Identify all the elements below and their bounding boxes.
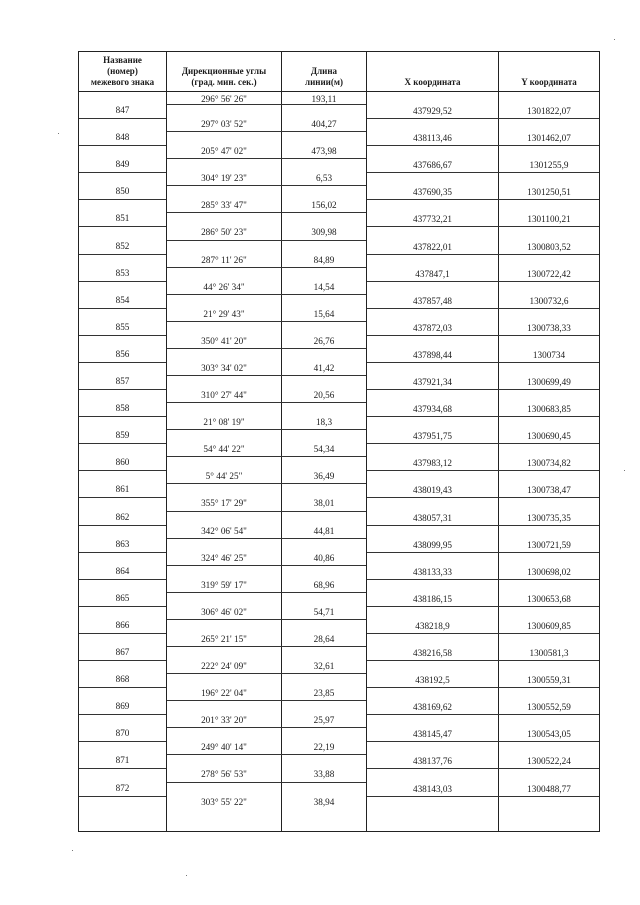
segment-length: 36,49: [313, 471, 335, 482]
point-name: 867: [115, 647, 130, 657]
segment-length: 84,89: [313, 254, 335, 265]
first-segment-length: 193,11: [311, 94, 337, 104]
point-name: 861: [115, 484, 130, 495]
row-rule: [367, 470, 599, 471]
segment-length: 20,56: [313, 390, 335, 400]
segment-rule: [167, 104, 366, 105]
row-rule: [79, 606, 166, 607]
point-x: 438137,76: [412, 756, 453, 767]
point-name: 872: [115, 782, 130, 793]
row-rule: [79, 714, 166, 715]
segment-length: 41,42: [313, 362, 335, 373]
point-name: 860: [115, 457, 130, 468]
point-y: 1300559,31: [527, 675, 571, 686]
header-text: Длина: [310, 66, 338, 76]
row-rule: [367, 281, 599, 282]
point-x: 437686,67: [412, 160, 453, 171]
row-rule: [367, 199, 599, 200]
row-rule: [367, 606, 599, 607]
row-rule: [79, 172, 166, 173]
point-x: 437951,75: [412, 431, 453, 442]
segment-angle: 5° 44' 25": [205, 471, 243, 482]
segment-angle: 310° 27' 44": [201, 390, 247, 400]
point-name: 868: [115, 674, 130, 685]
point-name: 856: [115, 348, 130, 359]
segment-angle: 355° 17' 29": [201, 498, 247, 509]
point-name: 854: [115, 294, 130, 305]
scan-speck: [186, 875, 187, 876]
point-x: 437934,68: [412, 404, 453, 415]
row-rule: [79, 633, 166, 634]
row-rule: [367, 768, 599, 769]
point-name: 849: [115, 159, 130, 170]
point-x: 437732,21: [412, 214, 453, 225]
row-rule: [79, 768, 166, 769]
point-x: 438192,5: [415, 675, 450, 686]
segment-angle: 196° 22' 04": [201, 688, 247, 699]
header-y-column: [499, 51, 599, 91]
segment-length: 38,94: [313, 796, 335, 807]
point-y: 1300552,59: [527, 702, 571, 713]
row-rule: [367, 389, 599, 390]
point-name: 869: [115, 701, 130, 712]
header-text: Название: [103, 55, 142, 65]
point-x: 437847,1: [415, 268, 450, 279]
row-rule: [367, 172, 599, 173]
segment-rule: [167, 673, 366, 674]
point-name: 870: [115, 728, 130, 739]
header-divider: [78, 91, 600, 92]
segment-angle: 21° 29' 43": [203, 308, 245, 319]
point-y: 1301100,21: [527, 214, 571, 225]
point-y: 1301255,9: [529, 160, 569, 171]
segment-angle: 205° 47' 02": [201, 146, 247, 157]
row-rule: [367, 335, 599, 336]
point-y: 1300488,77: [527, 783, 571, 794]
point-name: 855: [115, 321, 130, 332]
point-name: 858: [115, 403, 130, 414]
point-x: 437921,34: [412, 377, 453, 387]
point-name: 863: [115, 538, 130, 549]
segment-length: 14,54: [313, 281, 335, 292]
row-rule: [79, 525, 166, 526]
row-rule: [79, 552, 166, 553]
point-x: 438169,62: [412, 702, 453, 713]
segment-rule: [167, 782, 366, 783]
row-rule: [79, 497, 166, 498]
header-length-column: [282, 51, 366, 91]
row-rule: [367, 497, 599, 498]
segment-angle: 286° 50' 23": [201, 227, 247, 238]
row-rule: [79, 281, 166, 282]
point-name: 859: [115, 430, 130, 441]
segment-rule: [167, 267, 366, 268]
point-y: 1301822,07: [527, 106, 571, 116]
segment-length: 54,71: [313, 606, 335, 617]
segment-length: 44,81: [313, 525, 335, 536]
segment-length: 18,3: [315, 417, 333, 428]
header-angle-column: [167, 51, 281, 91]
row-rule: [79, 145, 166, 146]
scan-speck: [624, 470, 625, 471]
row-rule: [79, 226, 166, 227]
segment-rule: [167, 565, 366, 566]
segment-length: 33,88: [313, 769, 335, 780]
point-x: 438216,58: [412, 648, 453, 658]
segment-angle: 303° 55' 22": [201, 796, 247, 807]
segment-length: 15,64: [313, 308, 335, 319]
row-rule: [79, 362, 166, 363]
segment-angle: 304° 19' 23": [201, 173, 247, 184]
point-y: 1300738,33: [527, 322, 571, 333]
point-name: 862: [115, 511, 130, 522]
segment-length: 38,01: [313, 498, 335, 509]
header-text: (град. мин. сек.): [191, 77, 257, 87]
header-text: Y координата: [521, 77, 577, 87]
segment-rule: [167, 592, 366, 593]
point-x: 437929,52: [412, 106, 453, 116]
row-rule: [367, 660, 599, 661]
point-x: 437983,12: [412, 458, 453, 469]
row-rule: [367, 308, 599, 309]
point-y: 1300699,49: [527, 377, 571, 387]
point-name: 853: [115, 267, 130, 278]
point-y: 1300609,85: [527, 620, 571, 631]
segment-rule: [167, 212, 366, 213]
point-y: 1300581,3: [529, 648, 569, 658]
segment-angle: 303° 34' 02": [201, 362, 247, 373]
segment-angle: 306° 46' 02": [201, 606, 247, 617]
point-name: 850: [115, 186, 130, 197]
row-rule: [367, 416, 599, 417]
point-y: 1301250,51: [527, 187, 571, 198]
point-x: 438019,43: [412, 485, 453, 496]
segment-rule: [167, 646, 366, 647]
point-y: 1301462,07: [527, 133, 571, 144]
row-rule: [367, 687, 599, 688]
point-name: 857: [115, 376, 130, 386]
point-x: 437872,03: [412, 322, 453, 333]
point-name: 871: [115, 755, 130, 766]
segment-rule: [167, 511, 366, 512]
segment-angle: 44° 26' 34": [203, 281, 245, 292]
row-rule: [79, 335, 166, 336]
segment-rule: [167, 727, 366, 728]
segment-length: 54,34: [313, 444, 335, 455]
header-text: линии(м): [305, 77, 343, 87]
point-name: 848: [115, 132, 130, 143]
row-rule: [367, 226, 599, 227]
point-name: 866: [115, 619, 130, 630]
point-x: 437898,44: [412, 349, 453, 360]
point-y: 1300522,24: [527, 756, 571, 767]
segment-angle: 297° 03' 52": [201, 119, 247, 129]
row-rule: [367, 118, 599, 119]
segment-rule: [167, 700, 366, 701]
point-x: 438143,03: [412, 783, 453, 794]
row-rule: [79, 796, 166, 797]
point-y: 1300683,85: [527, 404, 571, 415]
point-y: 1300698,02: [527, 566, 571, 577]
row-rule: [367, 796, 599, 797]
segment-rule: [167, 131, 366, 132]
row-rule: [79, 579, 166, 580]
point-name: 851: [115, 213, 130, 224]
segment-length: 309,98: [311, 227, 337, 238]
segment-length: 25,97: [313, 715, 335, 726]
point-y: 1300732,6: [529, 295, 569, 306]
segment-length: 404,27: [311, 119, 337, 129]
row-rule: [367, 362, 599, 363]
point-x: 438186,15: [412, 593, 453, 604]
point-y: 1300734,82: [527, 458, 571, 469]
point-x: 438099,95: [412, 539, 453, 550]
point-y: 1300543,05: [527, 729, 571, 740]
point-y: 1300738,47: [527, 485, 571, 496]
point-x: 437857,48: [412, 295, 453, 306]
segment-rule: [167, 158, 366, 159]
row-rule: [367, 254, 599, 255]
point-name: 852: [115, 240, 130, 251]
row-rule: [367, 443, 599, 444]
scan-speck: [614, 39, 615, 40]
segment-rule: [167, 185, 366, 186]
row-rule: [79, 254, 166, 255]
row-rule: [79, 687, 166, 688]
segment-angle: 324° 46' 25": [201, 552, 247, 563]
row-rule: [79, 443, 166, 444]
segment-rule: [167, 483, 366, 484]
point-name: 847: [115, 105, 130, 115]
row-rule: [79, 416, 166, 417]
segment-length: 32,61: [313, 661, 335, 671]
segment-rule: [167, 402, 366, 403]
segment-rule: [167, 619, 366, 620]
point-x: 438113,46: [413, 133, 452, 144]
point-x: 437822,01: [412, 241, 453, 252]
segment-length: 26,76: [313, 335, 335, 346]
row-rule: [79, 389, 166, 390]
row-rule: [367, 525, 599, 526]
row-rule: [79, 308, 166, 309]
row-rule: [79, 199, 166, 200]
header-name-column: [79, 51, 166, 91]
segment-angle: 21° 08' 19": [203, 417, 245, 428]
first-segment-angle: 296° 56' 26": [201, 94, 247, 104]
point-x: 438145,47: [412, 729, 453, 740]
point-y: 1300690,45: [527, 431, 571, 442]
segment-angle: 342° 06' 54": [201, 525, 247, 536]
segment-length: 40,86: [313, 552, 335, 563]
segment-rule: [167, 538, 366, 539]
segment-angle: 278° 56' 53": [201, 769, 247, 780]
segment-rule: [167, 348, 366, 349]
segment-length: 6,53: [315, 173, 333, 184]
table-border-right: [599, 51, 600, 832]
boundary-table: [78, 51, 600, 832]
row-rule: [367, 552, 599, 553]
segment-angle: 201° 33' 20": [201, 715, 247, 726]
point-y: 1300734: [532, 349, 566, 360]
segment-angle: 287° 11' 26": [201, 254, 247, 265]
row-rule: [79, 118, 166, 119]
segment-rule: [167, 754, 366, 755]
table-border-bottom: [78, 831, 600, 832]
point-y: 1300653,68: [527, 593, 571, 604]
segment-angle: 350° 41' 20": [201, 335, 247, 346]
segment-length: 68,96: [313, 579, 335, 590]
segment-rule: [167, 429, 366, 430]
segment-angle: 249° 40' 14": [201, 742, 247, 753]
header-x-column: [367, 51, 498, 91]
row-rule: [367, 741, 599, 742]
point-y: 1300803,52: [527, 241, 571, 252]
segment-length: 23,85: [313, 688, 335, 699]
point-name: 864: [115, 565, 130, 576]
segment-length: 28,64: [313, 633, 335, 644]
point-name: 865: [115, 592, 130, 603]
header-text: межевого знака: [90, 77, 155, 87]
point-y: 1300722,42: [527, 268, 571, 279]
segment-length: 22,19: [313, 742, 335, 753]
point-x: 437690,35: [412, 187, 453, 198]
row-rule: [79, 470, 166, 471]
segment-length: 473,98: [311, 146, 337, 157]
segment-length: 156,02: [311, 200, 337, 211]
row-rule: [367, 145, 599, 146]
segment-angle: 285° 33' 47": [201, 200, 247, 211]
point-x: 438057,31: [412, 512, 453, 523]
row-rule: [79, 741, 166, 742]
segment-rule: [167, 375, 366, 376]
row-rule: [367, 579, 599, 580]
point-y: 1300735,35: [527, 512, 571, 523]
header-text: X координата: [404, 77, 461, 87]
segment-angle: 319° 59' 17": [201, 579, 247, 590]
scan-speck: [72, 850, 73, 851]
header-text: (номер): [107, 66, 138, 76]
row-rule: [367, 633, 599, 634]
segment-rule: [167, 456, 366, 457]
segment-rule: [167, 240, 366, 241]
point-y: 1300721,59: [527, 539, 571, 550]
segment-angle: 54° 44' 22": [203, 444, 245, 455]
point-x: 438133,33: [412, 566, 453, 577]
segment-angle: 222° 24' 09": [201, 661, 247, 671]
segment-angle: 265° 21' 15": [201, 633, 247, 644]
segment-rule: [167, 294, 366, 295]
point-x: 438218,9: [415, 620, 450, 631]
header-text: Дирекционные углы: [181, 66, 267, 76]
segment-rule: [167, 321, 366, 322]
row-rule: [79, 660, 166, 661]
scan-speck: [58, 133, 59, 134]
row-rule: [367, 714, 599, 715]
